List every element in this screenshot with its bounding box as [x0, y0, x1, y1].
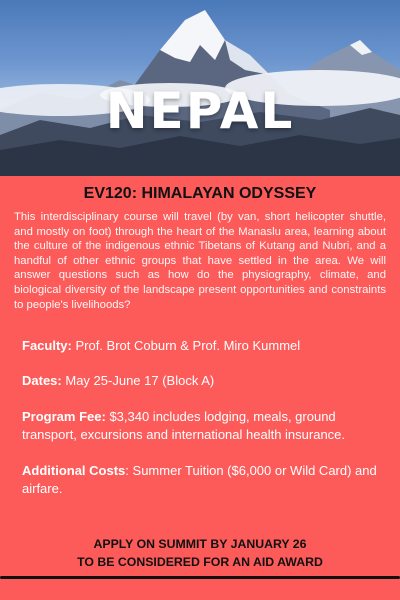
additional-costs-row	[22, 462, 382, 498]
faculty-label: Faculty:	[22, 338, 72, 353]
dates-row	[22, 372, 382, 390]
program-fee-row	[22, 408, 382, 444]
course-title: EV120: HIMALAYAN ODYSSEY	[83, 185, 317, 202]
additional-costs-colon: :	[125, 463, 129, 478]
additional-costs-value: Summer Tuition ($6,000 or Wild Card) and airfare.	[22, 463, 377, 496]
additional-costs-label: Additional Costs	[22, 463, 126, 478]
apply-line-2: TO BE CONSIDERED FOR AN AID AWARD	[77, 555, 323, 569]
apply-callout	[0, 535, 400, 571]
course-description: This interdisciplinary course will travel (by van, short helicopter shuttle, and mostly on foot) through the heart of the Manaslu area, learning about the culture of the indigenous ethnic Tibetans of Kutang and Nubri, and a handful of other ethnic groups that have settled in the area. We will answer questions such as how do the physiography, climate, and biological diversity of the landscape present opportunities and constraints to people's livelihoods?	[14, 211, 386, 311]
program-fee-label: Program Fee:	[22, 409, 106, 424]
dates-label: Dates:	[22, 373, 62, 388]
bottom-divider	[0, 576, 400, 579]
hero-title: NEPAL	[105, 82, 295, 140]
faculty-value: Prof. Brot Coburn & Prof. Miro Kummel	[75, 338, 301, 353]
hero-image	[0, 0, 400, 176]
program-fee-value: $3,340 includes lodging, meals, ground transport, excursions and international health insurance.	[22, 409, 346, 442]
dates-value: May 25-June 17 (Block A)	[65, 373, 215, 388]
apply-line-1: APPLY ON SUMMIT BY JANUARY 26	[93, 537, 307, 551]
faculty-row	[22, 337, 382, 355]
